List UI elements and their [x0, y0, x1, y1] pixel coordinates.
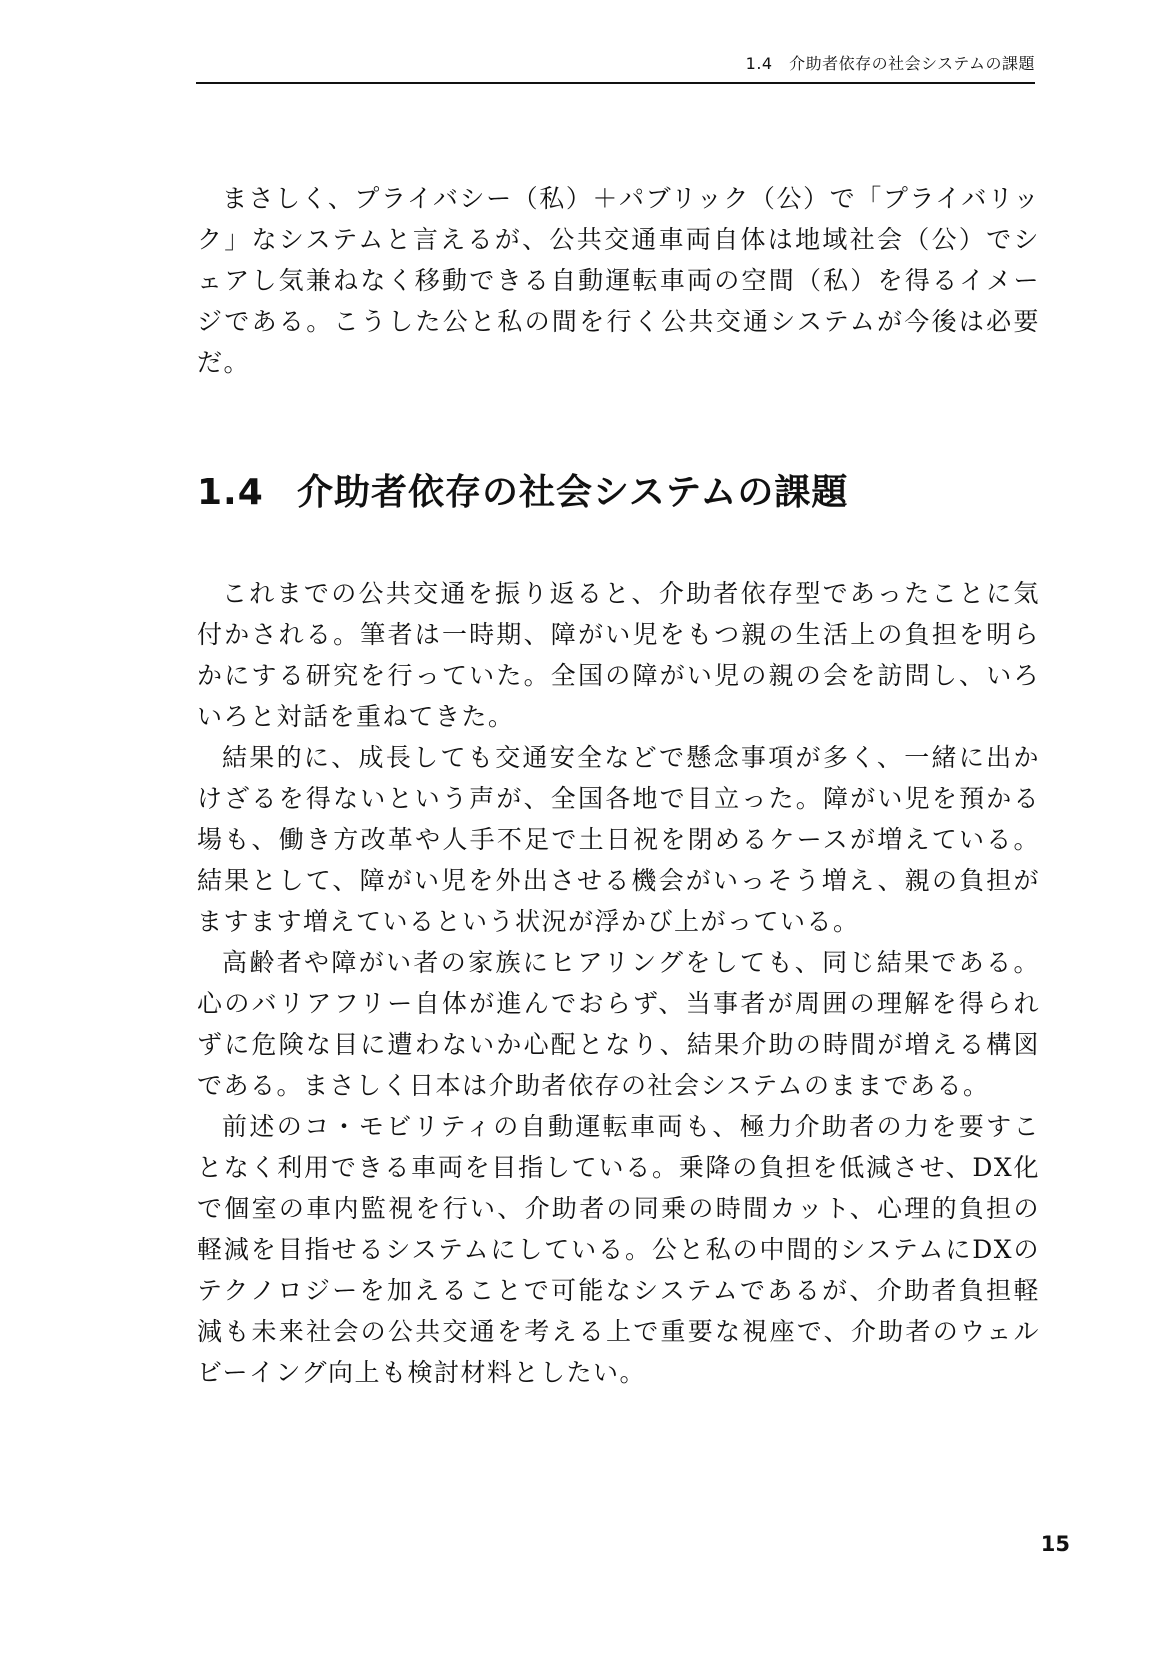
intro-paragraph: まさしく、プライバシー（私）＋パブリック（公）で「プライバリック」なシステムと言えるが、公共交通車両自体は地域社会（公）でシェアし気兼ねなく移動できる自動運転車両の空間（私）を得るイメージである。こうした公と私の間を行く公共交通システムが今後は必要だ。 [197, 184, 1040, 377]
section-heading [197, 471, 1040, 515]
body-paragraph: 高齢者や障がい者の家族にヒアリングをしても、同じ結果である。心のバリアフリー自体が進んでおらず、当事者が周囲の理解を得られずに危険な目に遭わないか心配となり、結果介助の時間が増える構図である。まさしく日本は介助者依存の社会システムのままである。 [197, 948, 1040, 1100]
section-number: 1.4 [197, 472, 264, 513]
running-header: 1.4 介助者依存の社会システムの課題 [196, 52, 1035, 84]
page-number: 15 [1040, 1532, 1070, 1556]
page-body [197, 178, 1040, 1393]
body-paragraph: 結果的に、成長しても交通安全などで懸念事項が多く、一緒に出かけざるを得ないという声が、全国各地で目立った。障がい児を預かる場も、働き方改革や人手不足で土日祝を閉めるケースが増えている。結果として、障がい児を外出させる機会がいっそう増え、親の負担がますます増えているという状況が浮かび上がっている。 [197, 743, 1040, 936]
body-paragraph: これまでの公共交通を振り返ると、介助者依存型であったことに気付かされる。筆者は一時期、障がい児をもつ親の生活上の負担を明らかにする研究を行っていた。全国の障がい児の親の会を訪問し、いろいろと対話を重ねてきた。 [197, 579, 1040, 731]
section-title: 介助者依存の社会システムの課題 [297, 472, 849, 513]
body-paragraph: 前述のコ・モビリティの自動運転車両も、極力介助者の力を要すことなく利用できる車両を目指している。乗降の負担を低減させ、DX化で個室の車内監視を行い、介助者の同乗の時間カット、心理的負担の軽減を目指せるシステムにしている。公と私の中間的システムにDXのテクノロジーを加えることで可能なシステムであるが、介助者負担軽減も未来社会の公共交通を考える上で重要な視座で、介助者のウェルビーイング向上も検討材料としたい。 [197, 1112, 1040, 1387]
